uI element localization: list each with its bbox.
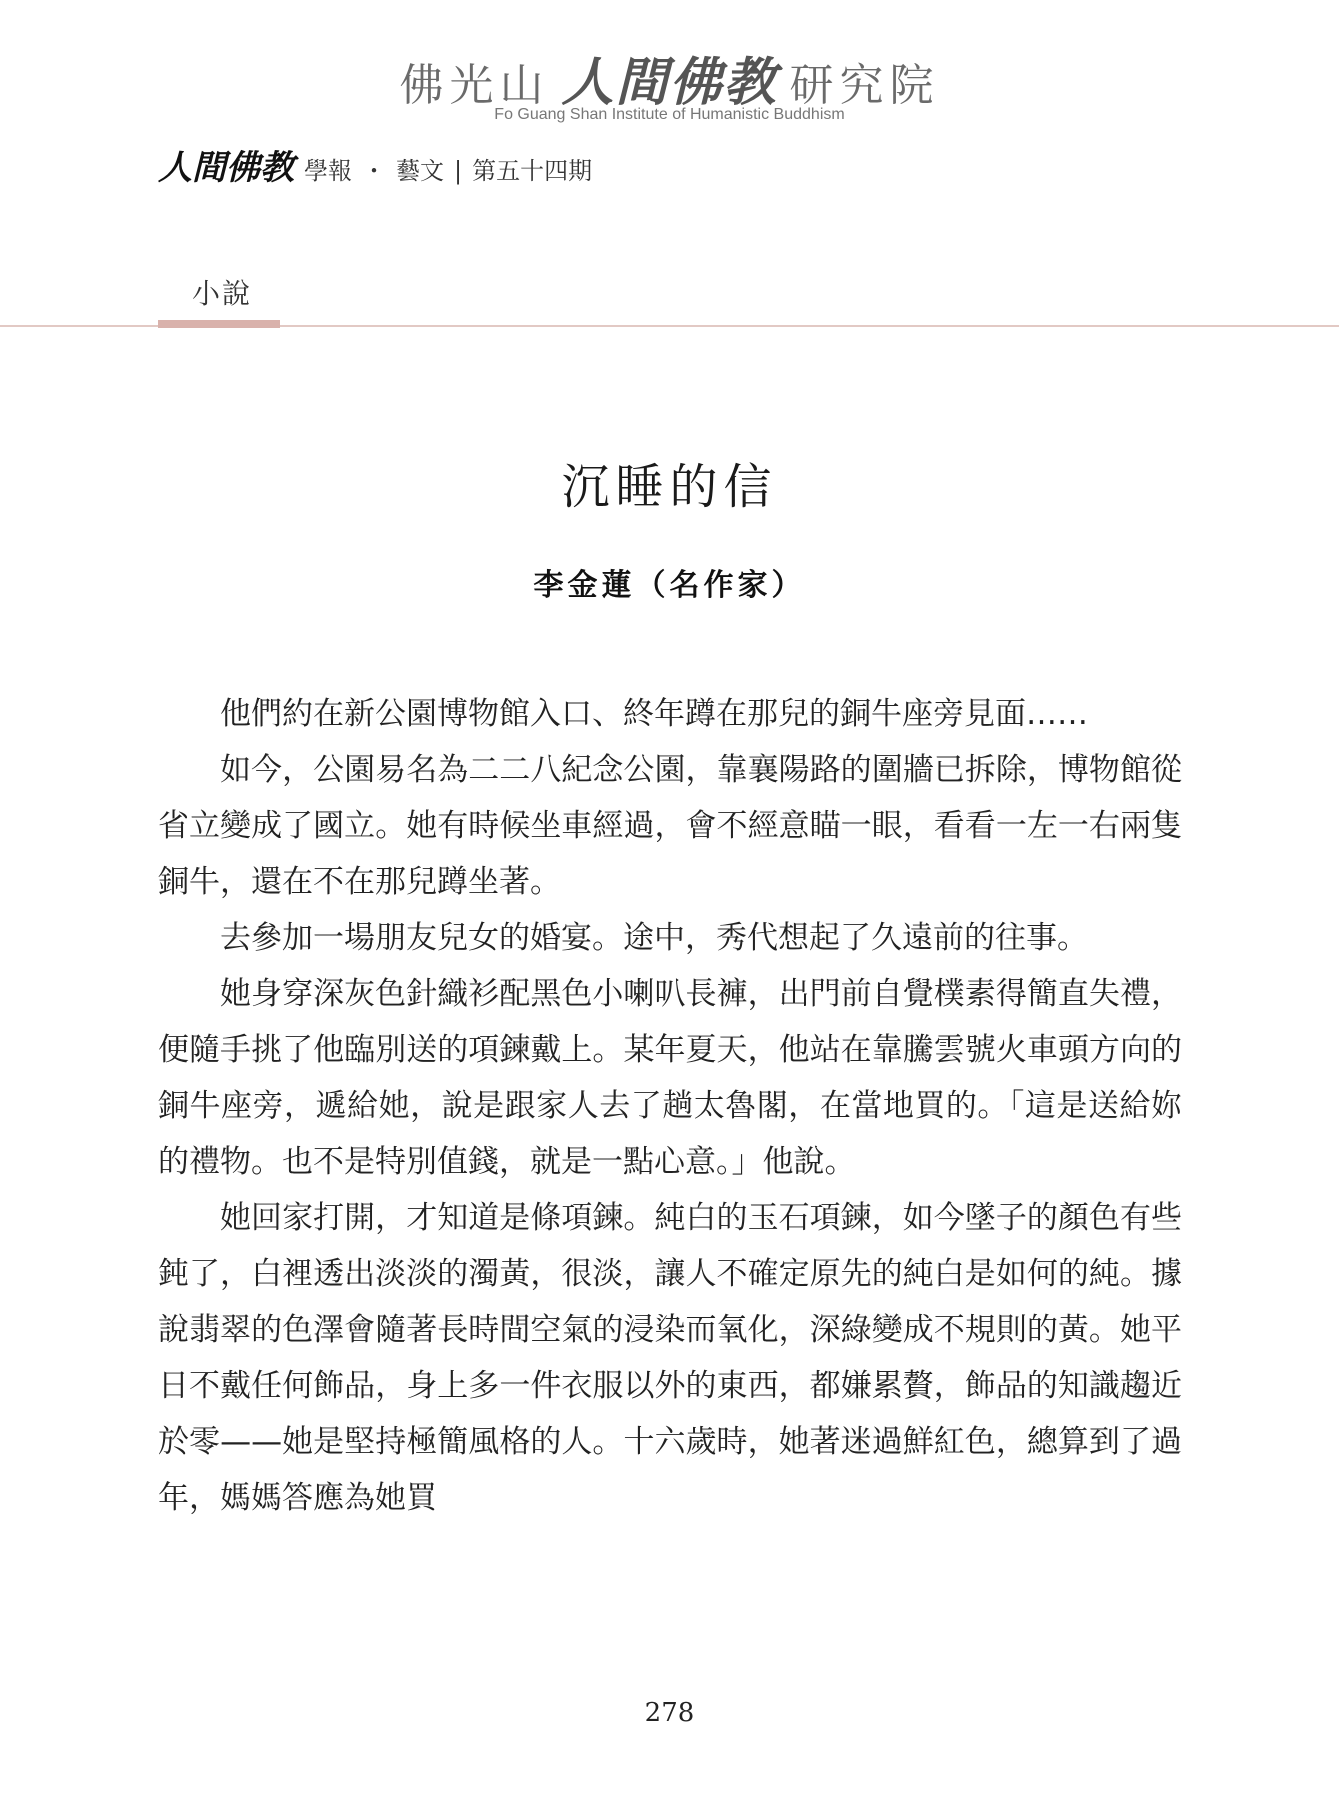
body-paragraph-5: 她回家打開，才知道是條項鍊。純白的玉石項鍊，如今墜子的顏色有些鈍了，白裡透出淡淡的濁黃，很淡，讓人不確定原先的純白是如何的純。據說翡翠的色澤會隨著長時間空氣的浸染而氧化，深綠變成不規則的黃。她平日不戴任何飾品，身上多一件衣服以外的東西，都嫌累贅，飾品的知識趨近於零——她是堅持極簡風格的人。十六歲時，她著迷過鮮紅色，總算到了過年，媽媽答應為她買 <box>158 1200 1182 1516</box>
journal-divider: | <box>454 157 463 185</box>
journal-category: 藝文 <box>396 157 444 185</box>
journal-running-header <box>158 140 592 189</box>
institute-brand-logo: 人間佛教 <box>561 52 778 113</box>
body-paragraph-3: 去參加一場朋友兒女的婚宴。途中，秀代想起了久遠前的往事。 <box>220 920 1088 956</box>
article-body <box>158 686 1182 1526</box>
body-paragraph-2: 如今，公園易名為二二八紀念公園，靠襄陽路的圍牆已拆除，博物館從省立變成了國立。她有時候坐車經過，會不經意瞄一眼，看看一左一右兩隻銅牛，還在不在那兒蹲坐著。 <box>158 752 1182 900</box>
journal-name: 學報 <box>304 157 352 185</box>
article-author: 李金蓮（名作家） <box>533 568 806 603</box>
journal-issue: 第五十四期 <box>472 157 593 185</box>
journal-brand-logo: 人間佛教 <box>158 148 294 188</box>
institute-name-prefix: 佛光山 <box>399 60 550 111</box>
institute-name-suffix: 研究院 <box>789 60 940 111</box>
body-paragraph-1: 他們約在新公園博物館入口、終年蹲在那兒的銅牛座旁見面…… <box>220 696 1088 732</box>
section-label: 小說 <box>192 277 253 310</box>
institute-header <box>0 40 1339 115</box>
institute-english-name: Fo Guang Shan Institute of Humanistic Buddhism <box>494 106 845 123</box>
body-paragraph-4: 她身穿深灰色針織衫配黑色小喇叭長褲，出門前自覺樸素得簡直失禮，便隨手挑了他臨別送的項鍊戴上。某年夏天，他站在靠騰雲號火車頭方向的銅牛座旁，遞給她，說是跟家人去了趟太魯閣，在當地買的。「這是送給妳的禮物。也不是特別值錢，就是一點心意。」他說。 <box>158 976 1182 1180</box>
article-title: 沉睡的信 <box>561 459 778 515</box>
section-accent-bar <box>158 320 280 328</box>
journal-dot-separator: ・ <box>362 157 386 185</box>
page-number: 278 <box>644 1698 695 1728</box>
